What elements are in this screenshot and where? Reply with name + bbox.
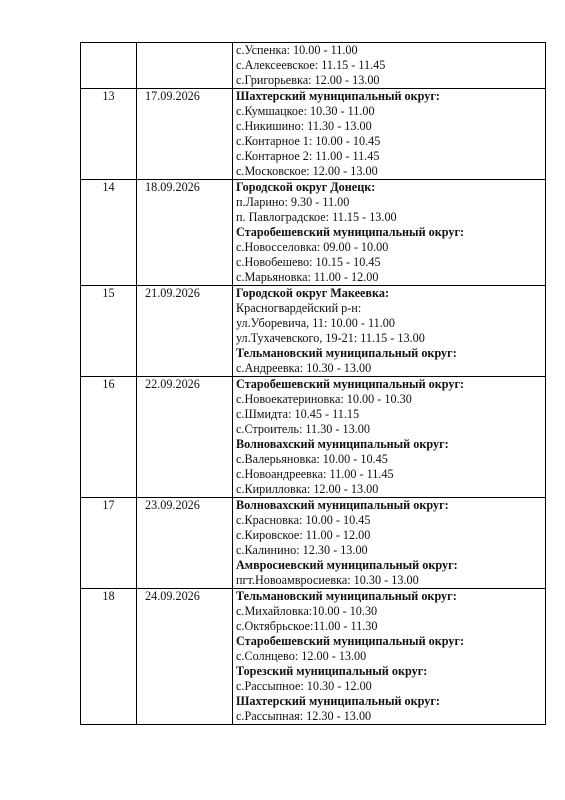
row-date: 24.09.2026: [137, 589, 233, 725]
location-entry: с.Новобешево: 10.15 - 10.45: [236, 255, 381, 269]
district-heading: Городской округ Донецк:: [236, 180, 376, 194]
district-heading: Старобешевский муниципальный округ:: [236, 634, 465, 648]
row-locations: [233, 498, 546, 589]
location-entry: с.Солнцево: 12.00 - 13.00: [236, 649, 367, 663]
location-entry: ул.Уборевича, 11: 10.00 - 11.00: [236, 316, 395, 330]
location-entry: с.Алексеевское: 11.15 - 11.45: [236, 58, 386, 72]
row-number: 18: [81, 589, 137, 725]
district-heading: Волновахский муниципальный округ:: [236, 437, 449, 451]
location-entry: с.Андреевка: 10.30 - 13.00: [236, 361, 372, 375]
location-entry: ул.Тухачевского, 19-21: 11.15 - 13.00: [236, 331, 425, 345]
district-heading: Торезский муниципальный округ:: [236, 664, 428, 678]
row-locations: [233, 180, 546, 286]
row-number: 15: [81, 286, 137, 377]
row-date: 17.09.2026: [137, 89, 233, 180]
location-entry: с.Григорьевка: 12.00 - 13.00: [236, 73, 380, 87]
row-locations: [233, 589, 546, 725]
row-date: 21.09.2026: [137, 286, 233, 377]
district-heading: Амвросиевский муниципальный округ:: [236, 558, 458, 572]
row-date: 18.09.2026: [137, 180, 233, 286]
district-heading: Старобешевский муниципальный округ:: [236, 377, 465, 391]
location-entry: с.Рассыпное: 10.30 - 12.00: [236, 679, 372, 693]
location-entry: с.Шмидта: 10.45 - 11.15: [236, 407, 360, 421]
row-number: 13: [81, 89, 137, 180]
location-entry: с.Контарное 1: 10.00 - 10.45: [236, 134, 381, 148]
location-entry: с.Строитель: 11.30 - 13.00: [236, 422, 370, 436]
table-row: [81, 43, 546, 89]
table-row: [81, 180, 546, 286]
location-entry: с.Валерьяновка: 10.00 - 10.45: [236, 452, 388, 466]
table-row: [81, 498, 546, 589]
row-locations: [233, 43, 546, 89]
location-entry: с.Рассыпная: 12.30 - 13.00: [236, 709, 372, 723]
location-entry: с.Контарное 2: 11.00 - 11.45: [236, 149, 380, 163]
location-entry: с.Никишино: 11.30 - 13.00: [236, 119, 372, 133]
row-number: [81, 43, 137, 89]
row-date: 23.09.2026: [137, 498, 233, 589]
district-heading: Шахтерский муниципальный округ:: [236, 89, 440, 103]
location-entry: с.Кировское: 11.00 - 12.00: [236, 528, 371, 542]
row-number: 16: [81, 377, 137, 498]
location-entry: с.Новосселовка: 09.00 - 10.00: [236, 240, 389, 254]
schedule-body: [81, 43, 546, 725]
location-entry: с.Октябрьское:11.00 - 11.30: [236, 619, 378, 633]
district-heading: Тельмановский муниципальный округ:: [236, 589, 457, 603]
row-locations: [233, 286, 546, 377]
location-entry: с.Кумшацкое: 10.30 - 11.00: [236, 104, 375, 118]
district-heading: Волновахский муниципальный округ:: [236, 498, 449, 512]
table-row: [81, 89, 546, 180]
row-date: [137, 43, 233, 89]
district-heading: Городской округ Макеевка:: [236, 286, 390, 300]
location-entry: с.Новоекатериновка: 10.00 - 10.30: [236, 392, 412, 406]
row-number: 17: [81, 498, 137, 589]
location-entry: пгт.Новоамвросиевка: 10.30 - 13.00: [236, 573, 419, 587]
table-row: [81, 286, 546, 377]
table-row: [81, 589, 546, 725]
location-entry: с.Московское: 12.00 - 13.00: [236, 164, 378, 178]
location-entry: с.Михайловка:10.00 - 10.30: [236, 604, 378, 618]
location-entry: с.Красновка: 10.00 - 10.45: [236, 513, 371, 527]
district-heading: Шахтерский муниципальный округ:: [236, 694, 440, 708]
location-entry: п. Павлоградское: 11.15 - 13.00: [236, 210, 397, 224]
schedule-table: [80, 42, 546, 725]
row-locations: [233, 377, 546, 498]
location-entry: с.Марьяновка: 11.00 - 12.00: [236, 270, 379, 284]
location-entry: Красногвардейский р-н:: [236, 301, 362, 315]
row-locations: [233, 89, 546, 180]
location-entry: с.Калинино: 12.30 - 13.00: [236, 543, 368, 557]
row-date: 22.09.2026: [137, 377, 233, 498]
location-entry: с.Кирилловка: 12.00 - 13.00: [236, 482, 379, 496]
location-entry: с.Новоандреевка: 11.00 - 11.45: [236, 467, 394, 481]
location-entry: п.Ларино: 9.30 - 11.00: [236, 195, 350, 209]
district-heading: Старобешевский муниципальный округ:: [236, 225, 465, 239]
district-heading: Тельмановский муниципальный округ:: [236, 346, 457, 360]
location-entry: с.Успенка: 10.00 - 11.00: [236, 43, 358, 57]
table-row: [81, 377, 546, 498]
row-number: 14: [81, 180, 137, 286]
